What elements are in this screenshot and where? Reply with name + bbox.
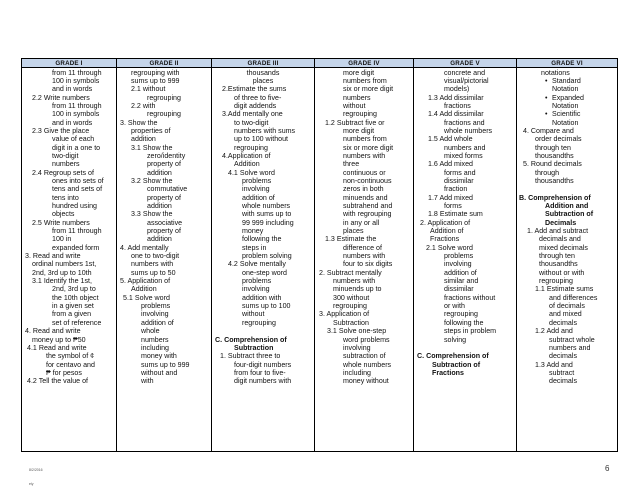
competency-line: Notation — [552, 101, 579, 110]
header-grade-3: GRADE III — [212, 59, 315, 68]
competency-line: whole numbers — [242, 202, 291, 210]
competency-line: the 10th object — [52, 293, 99, 302]
competency-line: expanded form — [52, 243, 100, 252]
competency-line: C. Comprehension of — [215, 335, 287, 344]
header-grade-5: GRADE V — [414, 59, 517, 68]
competency-line: fractions — [444, 101, 471, 110]
competency-line: 2.1 without — [131, 85, 166, 94]
competency-line: Subtraction — [333, 318, 369, 327]
competency-line: addition — [147, 202, 172, 210]
competency-line: mixed decimals — [539, 243, 588, 252]
competency-line: money up to ₱50 — [32, 335, 86, 344]
competency-line: one to two-digit — [131, 252, 180, 261]
competency-line: without or with — [539, 268, 585, 277]
competency-line: Subtraction of — [545, 210, 594, 219]
competency-line: Notation — [552, 118, 579, 127]
competency-line: zero/identity — [147, 151, 186, 160]
competency-line: involving — [242, 285, 270, 294]
competency-line: 3. Show the — [120, 118, 158, 127]
competency-line: without — [343, 101, 366, 110]
competency-line: 1.2 Subtract five or — [325, 118, 385, 127]
competency-line: whole numbers — [343, 360, 392, 369]
competency-line: and differences — [549, 293, 598, 302]
footer-date: 8/2/2016 — [29, 468, 43, 472]
competency-line: 3. Read and write — [25, 252, 81, 261]
competency-line: thousands — [246, 68, 280, 77]
competency-line: 2.4 Regroup sets of — [32, 168, 94, 177]
competency-line: from four to five- — [234, 368, 286, 377]
competency-line: solving — [444, 335, 467, 344]
competency-line: Addition of — [430, 227, 464, 236]
competency-line: more digit — [343, 126, 375, 135]
grade-2-competencies — [117, 68, 211, 386]
competency-line: 1.4 Add dissimilar — [428, 110, 484, 119]
competency-line: fractions without — [444, 293, 496, 302]
grade-4-competencies — [315, 68, 413, 386]
competency-line: regrouping with — [131, 68, 180, 77]
competency-line: 4. Compare and — [523, 126, 574, 135]
competency-line: involving — [141, 310, 169, 319]
competency-line: 3. Application of — [319, 310, 370, 319]
competency-line: regrouping — [333, 302, 367, 311]
grade-5-cell — [414, 68, 517, 452]
competency-line: six or more digit — [343, 143, 394, 152]
competency-line — [212, 327, 314, 335]
competency-line: continuous or — [343, 168, 386, 177]
competency-line: regrouping — [147, 110, 181, 119]
competency-line: Fractions — [432, 368, 464, 377]
competency-line: tens into — [52, 193, 79, 202]
competency-line: 3.1 Show the — [131, 143, 173, 152]
competency-line: 3.1 Solve one-step — [327, 327, 387, 336]
competency-line: 2.3 Give the place — [32, 126, 90, 135]
competency-line: following the — [242, 235, 282, 244]
competency-line: 1.3 Add and — [535, 360, 573, 369]
competency-line: 2nd, 3rd up to 10th — [32, 268, 92, 277]
competency-line: 100 in symbols — [52, 110, 100, 119]
competency-line: 2.1 Solve word — [426, 243, 473, 252]
competency-line: subtrahend and — [343, 202, 393, 210]
competency-line: four to six digits — [343, 260, 393, 269]
competency-line: objects — [52, 210, 75, 219]
header-grade-4: GRADE IV — [315, 59, 414, 68]
competency-line: problems — [444, 252, 474, 261]
competency-line: the symbol of ¢ — [46, 352, 95, 361]
competency-line: 3.1 Identify the 1st, — [32, 277, 92, 286]
competency-line: regrouping — [242, 318, 276, 327]
competency-line: for centavo and — [46, 360, 95, 369]
competency-line: property of — [147, 227, 181, 236]
competency-line: difference of — [343, 243, 382, 252]
competency-line: 99 999 including — [242, 218, 294, 227]
competency-line: whole — [141, 327, 160, 336]
competency-line: Addition — [131, 285, 157, 294]
grade-3-competencies — [212, 68, 314, 386]
competency-line: numbers with — [333, 277, 376, 286]
competency-line: Notation — [552, 85, 579, 94]
competency-line: steps in problem — [444, 327, 497, 336]
competency-line: 1.1 Estimate sums — [535, 285, 594, 294]
competency-line: numbers and — [549, 343, 591, 352]
competency-line: money with — [141, 352, 177, 361]
competency-line: digit numbers with — [234, 377, 292, 386]
competency-line: fractions and — [444, 118, 485, 127]
competency-line: up to 100 without — [234, 135, 289, 144]
competency-line: sums up to 100 — [242, 302, 291, 311]
competency-line: without — [242, 310, 265, 319]
competency-line: Fractions — [430, 235, 460, 244]
competency-line: similar and — [444, 277, 479, 286]
grade-6-cell — [517, 68, 618, 452]
competency-line: problem solving — [242, 252, 292, 261]
grade-3-cell — [212, 68, 315, 452]
competency-line: including — [343, 368, 372, 377]
table-header-row — [22, 59, 618, 68]
competency-line: addition — [131, 135, 156, 144]
competency-line: 2.2 with — [131, 101, 156, 110]
competency-line: Decimals — [545, 218, 577, 227]
competency-line: minuends and — [343, 193, 388, 202]
competency-line: regrouping — [147, 93, 181, 102]
competency-line: value of each — [52, 135, 95, 144]
grade-1-cell — [22, 68, 117, 452]
competency-line: C. Comprehension of — [417, 352, 489, 361]
competency-line: 3.3 Show the — [131, 210, 173, 219]
competency-line: properties of — [131, 126, 171, 135]
competency-line — [414, 377, 516, 385]
grade-1-competencies — [22, 68, 116, 386]
competency-line: 1. Subtract three to — [220, 352, 281, 361]
competency-line: numbers and — [444, 143, 486, 152]
competency-line: regrouping — [234, 143, 268, 152]
competency-line: involving — [343, 343, 371, 352]
competency-line: from 11 through — [52, 227, 102, 236]
competency-line: with — [141, 377, 154, 386]
header-grade-1: GRADE I — [22, 59, 117, 68]
competency-line: from 11 through — [52, 101, 102, 110]
competency-line: 1. Add and subtract — [527, 227, 589, 236]
competency-line: ones into sets of — [52, 176, 104, 185]
competency-line: problems — [242, 277, 272, 286]
competency-line: ordinal numbers 1st, — [32, 260, 97, 269]
header-grade-2: GRADE II — [117, 59, 212, 68]
competency-line: non-continuous — [343, 176, 392, 185]
competency-line: more digit — [343, 68, 375, 77]
competency-line: 1.7 Add mixed — [428, 193, 473, 202]
competency-line: in a given set — [52, 302, 94, 311]
table-body-row — [22, 68, 618, 452]
competency-line: decimals and — [539, 235, 581, 244]
competency-line — [414, 344, 516, 352]
competency-line: decimals — [549, 377, 577, 386]
competency-line: concrete and — [444, 68, 486, 77]
competency-line: associative — [147, 218, 183, 227]
competency-line: without and — [141, 368, 178, 377]
competency-line: numbers from — [343, 135, 387, 144]
competency-line: 1.8 Estimate sum — [428, 210, 483, 219]
competency-line: addition of — [444, 268, 477, 277]
competency-line: decimals — [549, 318, 577, 327]
competency-line: in any or all — [343, 218, 380, 227]
competency-line: and in words — [52, 118, 93, 127]
competency-line: numbers with sums — [234, 126, 296, 135]
competency-line: 2.2 Write numbers — [32, 93, 90, 102]
competency-line: steps in — [242, 243, 267, 252]
competency-line: 5. Round decimals — [523, 160, 582, 169]
competency-line: ₱ for pesos — [46, 368, 82, 377]
competency-line: 1.5 Add whole — [428, 135, 473, 144]
competency-line: Addition — [234, 160, 260, 169]
competency-line: numbers with — [343, 151, 386, 160]
competency-line: six or more digit — [343, 85, 394, 94]
competency-line: 2.5 Write numbers — [32, 218, 90, 227]
competency-line: regrouping — [539, 277, 573, 286]
competency-line: 2. Subtract mentally — [319, 268, 382, 277]
competency-line: four-digit numbers — [234, 360, 292, 369]
competency-line: • Standard — [517, 77, 617, 85]
competency-line: or with — [444, 302, 465, 311]
competency-line: addition of — [242, 193, 275, 202]
competency-line: 100 in — [52, 235, 72, 244]
page-number: 6 — [605, 464, 610, 473]
competency-line: with sums up to — [242, 210, 292, 219]
competency-line: 1.6 Add mixed — [428, 160, 473, 169]
competency-line: numbers — [343, 93, 371, 102]
competency-line: minuends up to — [333, 285, 382, 294]
competency-line: 1.3 Estimate the — [325, 235, 377, 244]
competency-line: whole numbers — [444, 126, 493, 135]
competency-line: addition — [147, 168, 172, 177]
competency-line: addition — [147, 235, 172, 244]
competency-line: numbers from — [343, 76, 387, 85]
competency-line: 2nd, 3rd up to — [52, 285, 96, 294]
competency-line: digit in a one to — [52, 143, 101, 152]
competency-line: B. Comprehension of — [519, 193, 591, 202]
competency-line: through — [535, 168, 560, 177]
competency-line: hundred using — [52, 202, 97, 210]
competency-line: order decimals — [535, 135, 582, 144]
competency-line: one-step word — [242, 268, 287, 277]
competency-line: including — [141, 343, 170, 352]
competency-line: zeros in both — [343, 185, 384, 194]
competency-line: through ten — [539, 252, 575, 261]
grade-5-competencies — [414, 68, 516, 386]
competency-line: sums up to 999 — [131, 76, 180, 85]
competency-line: regrouping — [444, 310, 478, 319]
competency-line: problems — [141, 302, 171, 311]
competency-line: property of — [147, 160, 181, 169]
competency-line: money without — [343, 377, 389, 386]
competency-line: involving — [242, 185, 270, 194]
competency-line — [517, 185, 617, 193]
header-grade-6: GRADE VI — [517, 59, 618, 68]
competency-line: 4.2 Solve mentally — [228, 260, 286, 269]
competency-line: thousandths — [535, 151, 574, 160]
competency-line: subtract — [549, 368, 575, 377]
competency-line: visual/pictorial — [444, 76, 489, 85]
competency-line: dissimilar — [444, 285, 474, 294]
grade-6-competencies — [517, 68, 617, 386]
competency-line: 5. Application of — [120, 277, 171, 286]
competency-line: involving — [444, 260, 472, 269]
competency-line: forms — [444, 202, 462, 210]
competency-line: 300 without — [333, 293, 370, 302]
competency-line: following the — [444, 318, 484, 327]
competency-line: dissimilar — [444, 176, 474, 185]
competency-line: numbers with — [131, 260, 174, 269]
competency-line: mixed forms — [444, 151, 483, 160]
competency-line: and mixed — [549, 310, 582, 319]
competency-line: set of reference — [52, 318, 102, 327]
competency-line: tens and sets of — [52, 185, 103, 194]
competency-line: 4. Add mentally — [120, 243, 169, 252]
competency-line: 4. Read and write — [25, 327, 81, 336]
competency-line: places — [252, 76, 274, 85]
competency-line: three — [343, 160, 360, 169]
competency-line: sums up to 50 — [131, 268, 176, 277]
competency-line: of three to five- — [234, 93, 282, 102]
competency-line: 2.Estimate the sums — [222, 85, 287, 94]
competency-line: Subtraction — [234, 343, 274, 352]
competency-line: word problems — [343, 335, 390, 344]
competency-line: two-digit — [52, 151, 79, 160]
competency-line: notations — [541, 68, 570, 77]
footer-author: ely — [29, 482, 34, 486]
curriculum-table — [21, 58, 618, 452]
competency-line: 3.Add mentally one — [222, 110, 283, 119]
competency-line: subtract whole — [549, 335, 595, 344]
competency-line: numbers — [141, 335, 169, 344]
competency-line: Addition and — [545, 202, 589, 210]
competency-line: fraction — [444, 185, 468, 194]
competency-line: from 11 through — [52, 68, 102, 77]
competency-line: numbers — [52, 160, 80, 169]
competency-line: thousandths — [535, 176, 574, 185]
competency-line: • Scientific — [517, 110, 617, 118]
competency-line: of decimals — [549, 302, 585, 311]
grade-2-cell — [117, 68, 212, 452]
competency-line: sums up to 999 — [141, 360, 190, 369]
competency-line: 1.2 Add and — [535, 327, 573, 336]
competency-line: from a given — [52, 310, 92, 319]
competency-line: digit addends — [234, 101, 277, 110]
competency-line: • Expanded — [517, 94, 617, 102]
competency-line: 100 in symbols — [52, 76, 100, 85]
competency-line: 4.1 Solve word — [228, 168, 275, 177]
competency-line: through ten — [535, 143, 571, 152]
competency-line: 1.3 Add dissimilar — [428, 93, 484, 102]
competency-line: to two-digit — [234, 118, 269, 127]
competency-line: forms and — [444, 168, 476, 177]
competency-line: addition of — [141, 318, 174, 327]
competency-line: decimals — [549, 352, 577, 361]
competency-line: 4.Application of — [222, 151, 271, 160]
competency-line: regrouping — [343, 110, 377, 119]
competency-line: subtraction of — [343, 352, 386, 361]
competency-line: thousandths — [539, 260, 578, 269]
competency-line: and in words — [52, 85, 93, 94]
competency-line: with regrouping — [343, 210, 392, 219]
competency-line: addition with — [242, 293, 282, 302]
competency-line: places — [343, 227, 364, 236]
competency-line: 4.1 Read and write — [27, 343, 87, 352]
competency-line: problems — [242, 176, 272, 185]
competency-line: 5.1 Solve word — [123, 293, 170, 302]
competency-line: 4.2 Tell the value of — [27, 377, 88, 386]
grade-4-cell — [315, 68, 414, 452]
competency-line: models) — [444, 85, 470, 94]
competency-line: 3.2 Show the — [131, 176, 173, 185]
competency-line: 2. Application of — [420, 218, 471, 227]
competency-line: Subtraction of — [432, 360, 481, 369]
competency-line: numbers with — [343, 252, 386, 261]
competency-line: money — [242, 227, 264, 236]
competency-line: property of — [147, 193, 181, 202]
competency-line: commutative — [147, 185, 188, 194]
